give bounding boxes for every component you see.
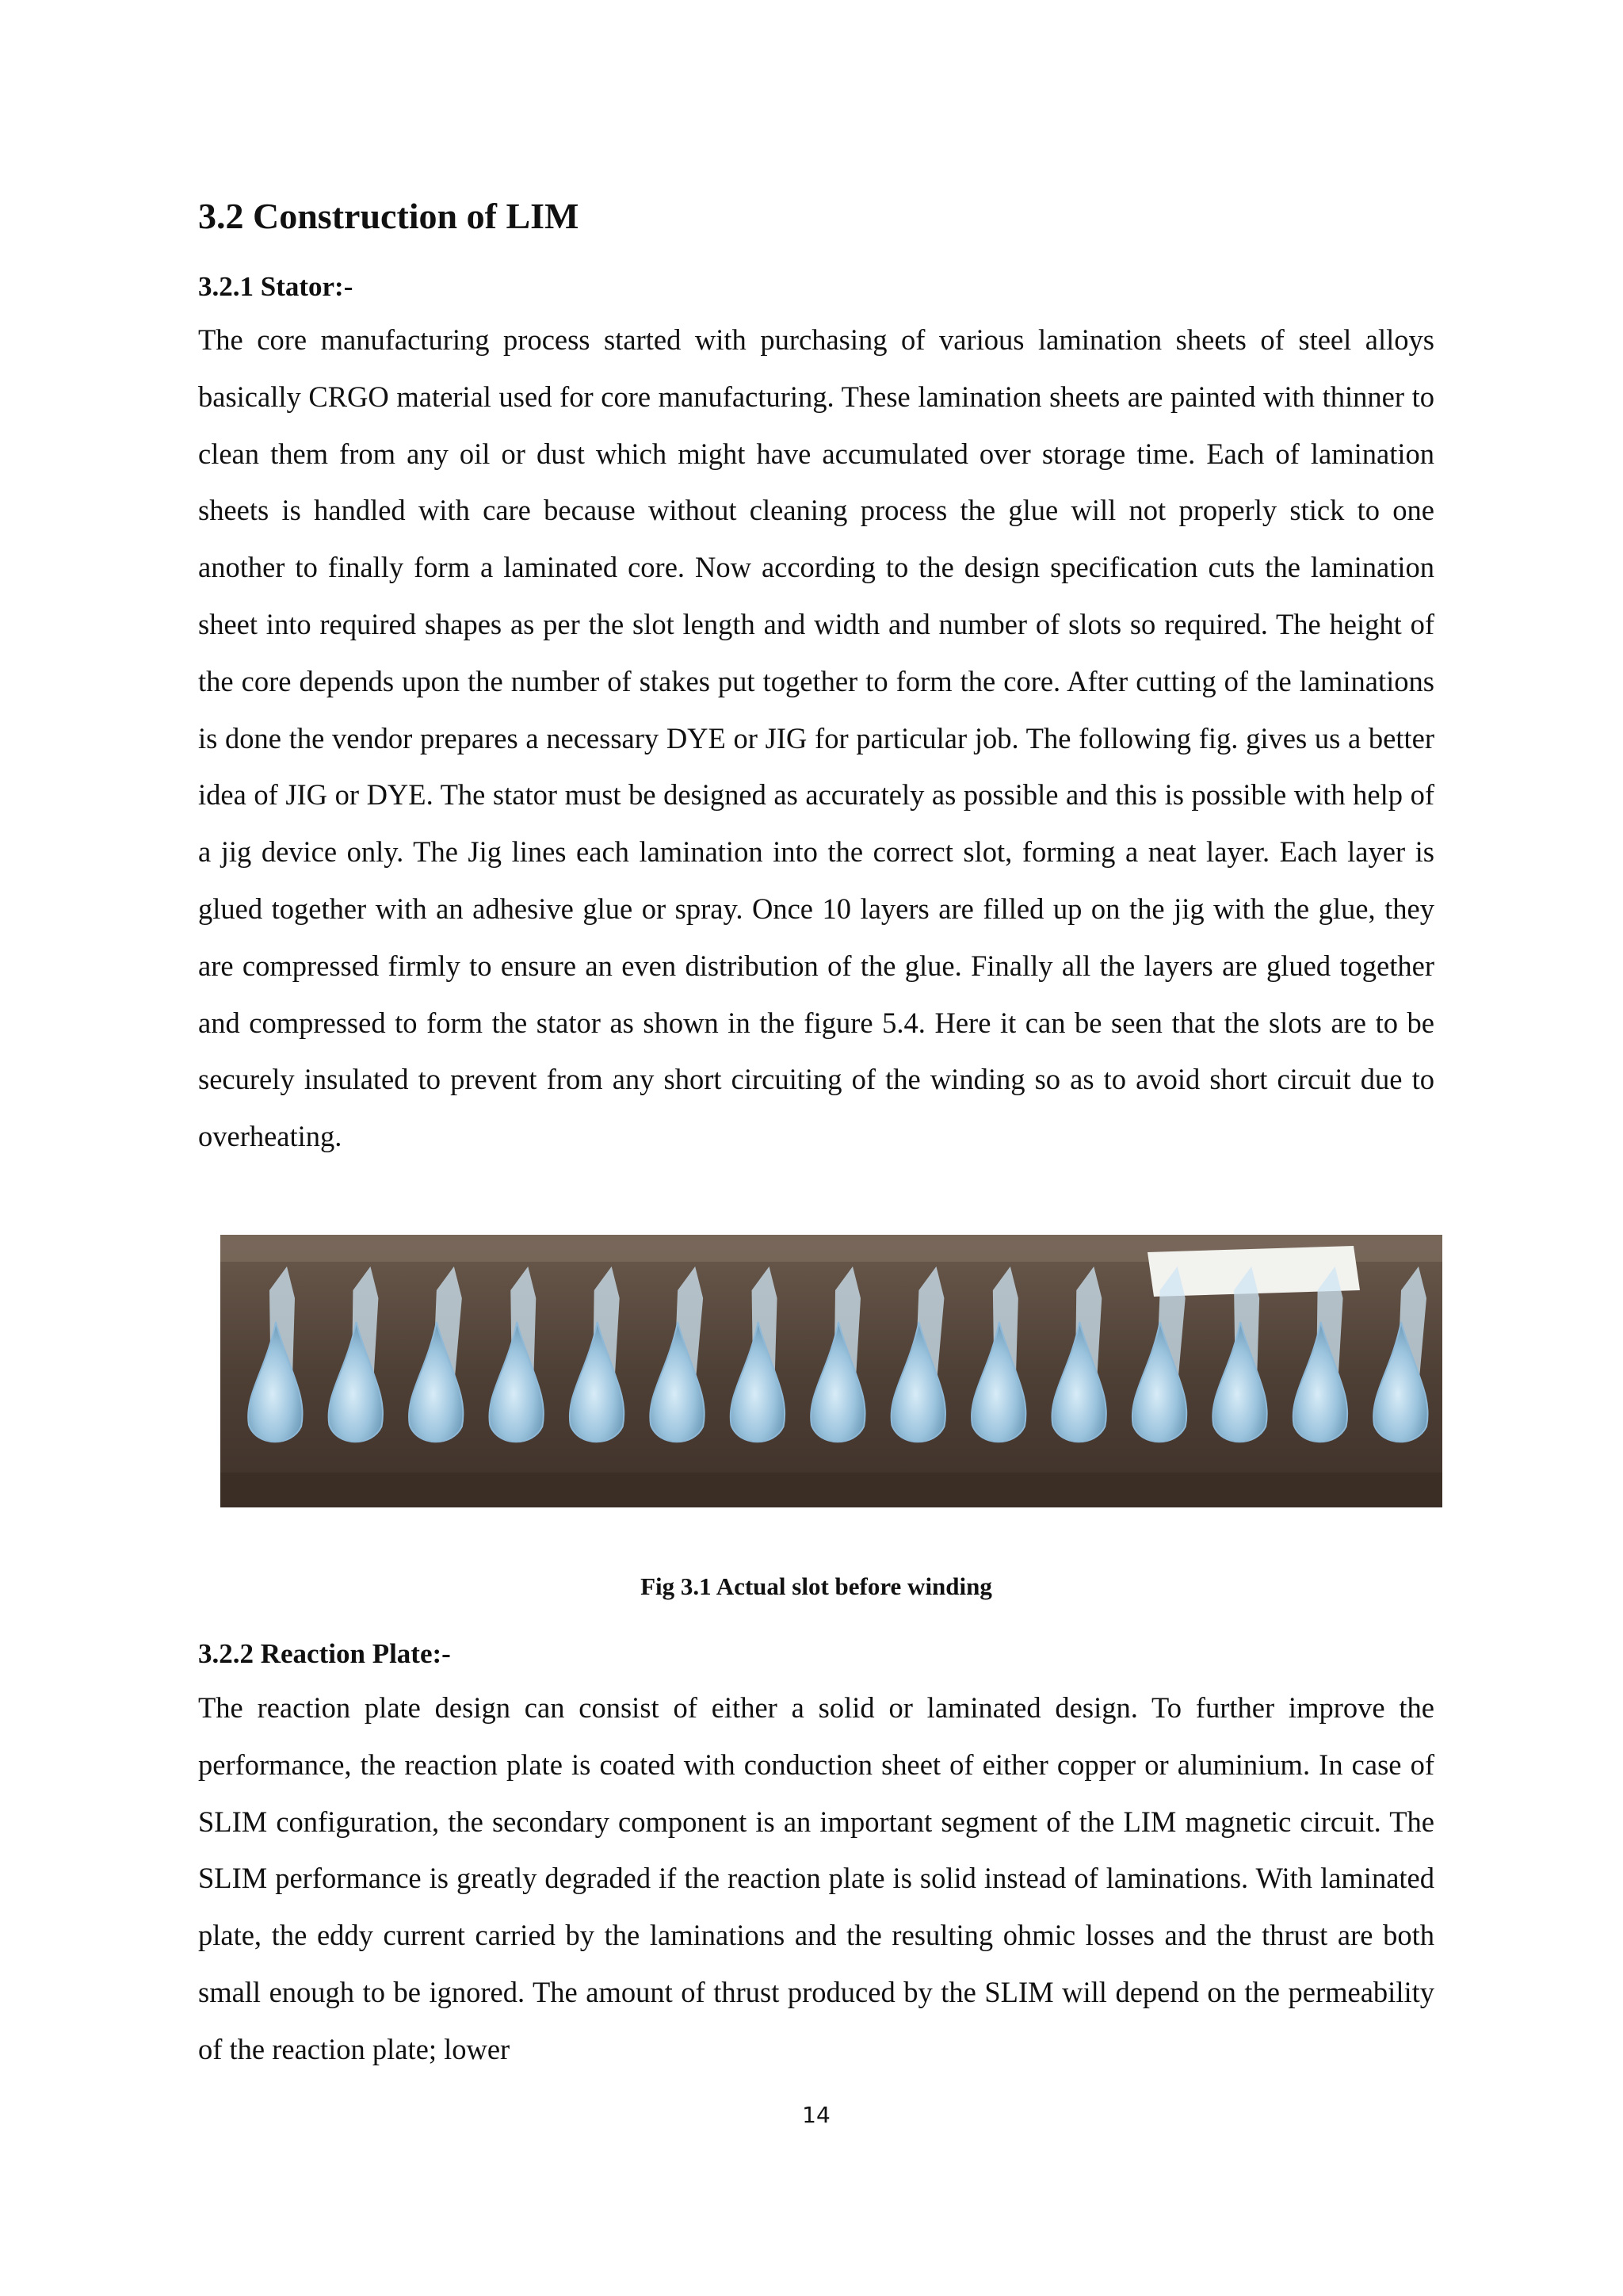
slot-photo-drawing <box>220 1235 1442 1507</box>
figure-caption: Fig 3.1 Actual slot before winding <box>640 1572 992 1600</box>
photo-bottom-rail <box>220 1473 1442 1507</box>
section-title: 3.2 Construction of LIM <box>198 196 579 236</box>
stator-heading: 3.2.1 Stator:- <box>198 271 353 302</box>
reaction-plate-paragraph: The reaction plate design can consist of either a solid or laminated design. To further improve the performance, the reaction plate is coated with conduction sheet of either copper or aluminium. In case of SLIM configuration, the secondary component is an important segment of the LIM magnetic circuit. The SLIM performance is greatly degraded if the reaction plate is solid instead of laminations. With laminated plate, the eddy current carried by the laminations and the resulting ohmic losses and the thrust are both small enough to be ignored. The amount of thrust produced by the SLIM will depend on the permeability of the reaction plate; lower <box>198 1691 1434 2065</box>
document-page <box>198 0 1434 2296</box>
reaction-plate-heading: 3.2.2 Reaction Plate:- <box>198 1638 451 1669</box>
slot-photo <box>220 1235 1442 1507</box>
page-number: 14 <box>802 2102 831 2128</box>
stator-paragraph: The core manufacturing process started with purchasing of various lamination sheets of steel alloys basically CRGO material used for core manufacturing. These lamination sheets are painted with thinner to clean them from any oil or dust which might have accumulated over storage time. Each of lamination sheets is handled with care because without cleaning process the glue will not properly stick to one another to finally form a laminated core. Now according to the design specification cuts the lamination sheet into required shapes as per the slot length and width and number of slots so required. The height of the core depends upon the number of stakes put together to form the core. After cutting of the laminations is done the vendor prepares a necessary DYE or JIG for particular job. The following fig. gives us a better idea of JIG or DYE. The stator must be designed as accurately as possible and this is possible with help of a jig device only. The Jig lines each lamination into the correct slot, forming a neat layer. Each layer is glued together with an adhesive glue or spray. Once 10 layers are filled up on the jig with the glue, they are compressed firmly to ensure an even distribution of the glue. Finally all the layers are glued together and compressed to form the stator as shown in the figure 5.4. Here it can be seen that the slots are to be securely insulated to prevent from any short circuiting of the winding so as to avoid short circuit due to overheating. <box>198 323 1434 1153</box>
